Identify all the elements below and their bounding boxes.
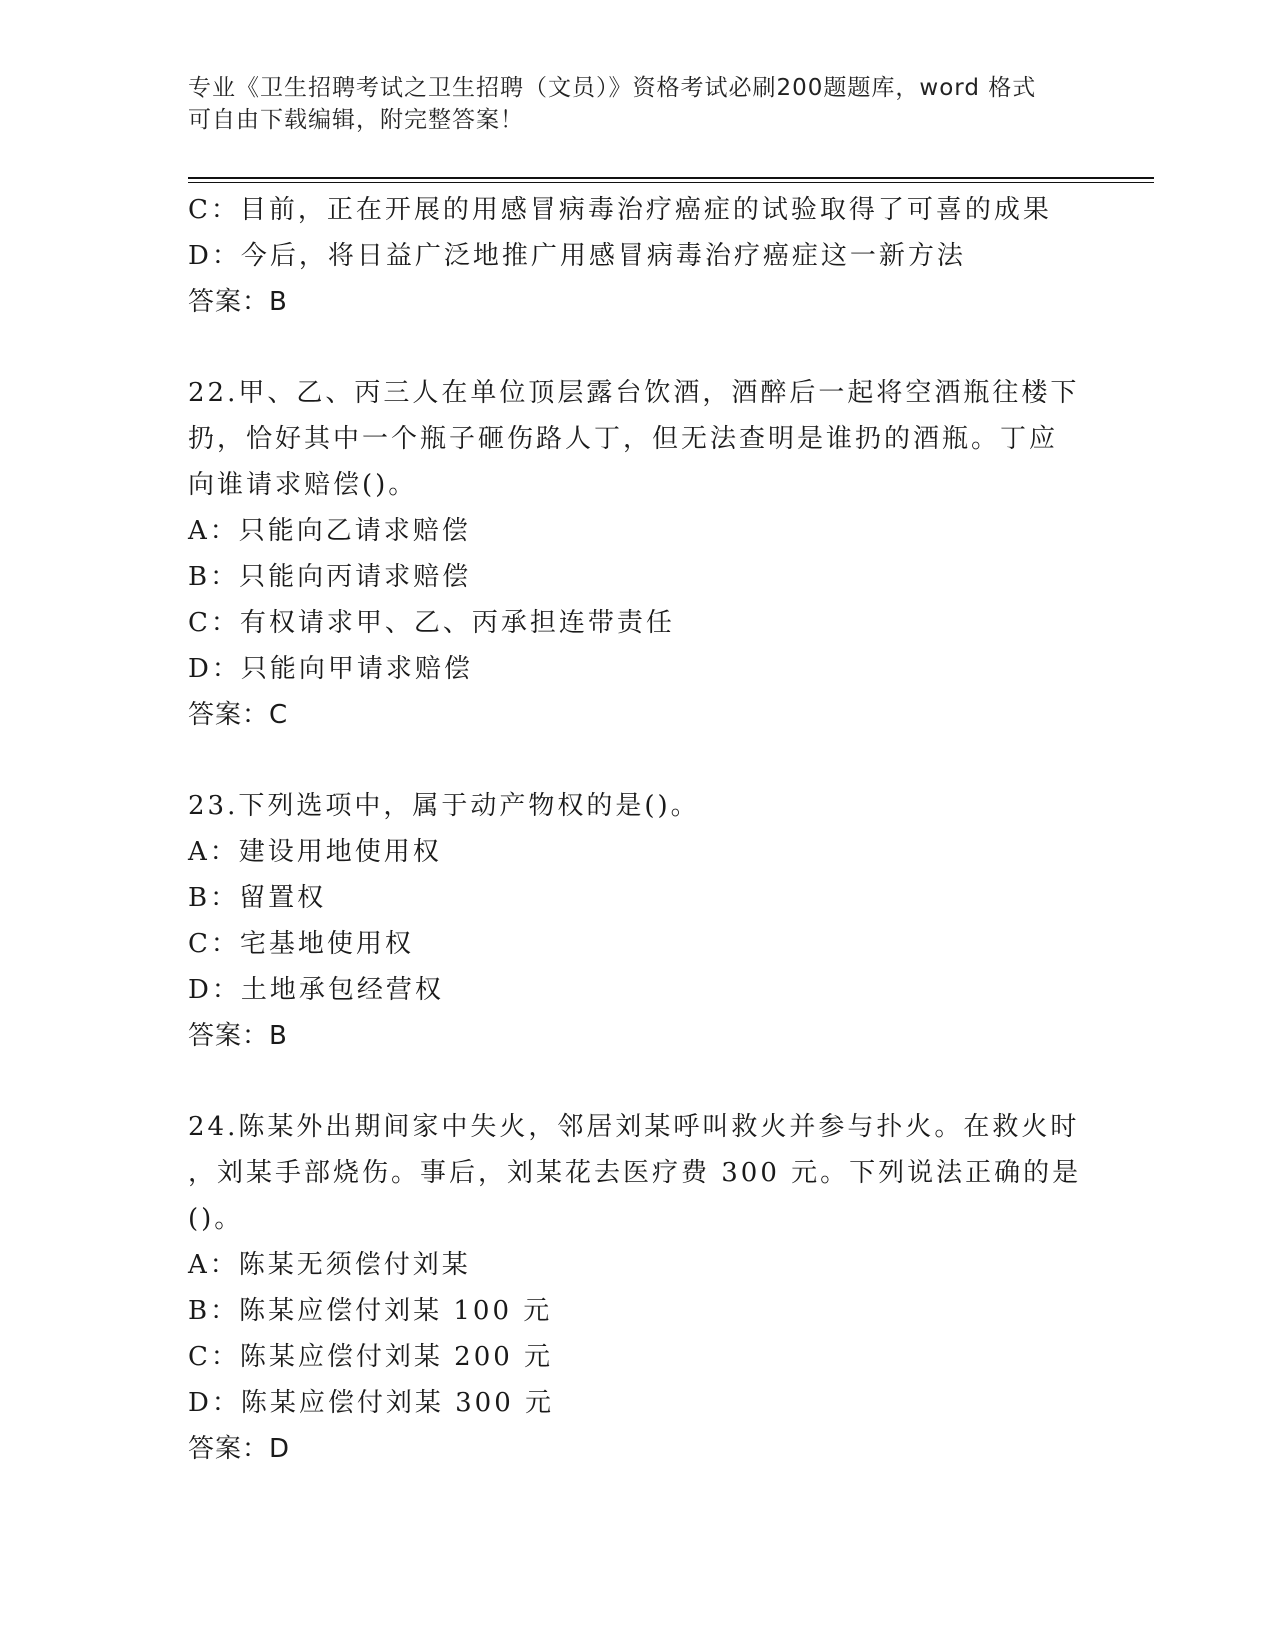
question-stem-line: 22.甲、乙、丙三人在单位顶层露台饮酒，酒醉后一起将空酒瓶往楼下 <box>188 378 1080 408</box>
option-b: B：留置权 <box>188 883 327 913</box>
question-block-previous <box>188 187 1068 325</box>
question-stem-line: 23.下列选项中，属于动产物权的是()。 <box>188 791 700 821</box>
question-block-23 <box>188 783 1068 1059</box>
answer-line: 答案：D <box>188 1434 291 1464</box>
question-stem-line: ，刘某手部烧伤。事后，刘某花去医疗费 300 元。下列说法正确的是 <box>188 1158 1082 1188</box>
option-c: C：陈某应偿付刘某 200 元 <box>188 1342 554 1372</box>
document-header <box>188 72 1078 136</box>
question-stem-line: 扔，恰好其中一个瓶子砸伤路人丁，但无法查明是谁扔的酒瓶。丁应 <box>188 424 1059 454</box>
question-list <box>188 187 1082 1472</box>
question-block-22 <box>188 370 1080 738</box>
option-b: B：陈某应偿付刘某 100 元 <box>188 1296 553 1326</box>
option-c: C：目前，正在开展的用感冒病毒治疗癌症的试验取得了可喜的成果 <box>188 195 1052 225</box>
option-c: C：有权请求甲、乙、丙承担连带责任 <box>188 608 675 638</box>
option-d: D：土地承包经营权 <box>188 975 444 1005</box>
option-c: C：宅基地使用权 <box>188 929 414 959</box>
header-divider-top <box>188 177 1154 179</box>
header-line-1: 专业《卫生招聘考试之卫生招聘（文员）》资格考试必刷200题题库，word 格式 <box>188 75 1037 101</box>
answer-line: 答案：C <box>188 700 289 730</box>
question-stem-line: 24.陈某外出期间家中失火，邻居刘某呼叫救火并参与扑火。在救火时 <box>188 1112 1080 1142</box>
question-stem-line: 向谁请求赔偿()。 <box>188 470 418 500</box>
option-b: B：只能向丙请求赔偿 <box>188 562 472 592</box>
option-d: D：陈某应偿付刘某 300 元 <box>188 1388 555 1418</box>
option-d: D：今后，将日益广泛地推广用感冒病毒治疗癌症这一新方法 <box>188 241 966 271</box>
option-d: D：只能向甲请求赔偿 <box>188 654 473 684</box>
option-a: A：陈某无须偿付刘某 <box>188 1250 471 1280</box>
option-a: A：建设用地使用权 <box>188 837 442 867</box>
option-a: A：只能向乙请求赔偿 <box>188 516 471 546</box>
header-line-2: 可自由下载编辑，附完整答案！ <box>188 107 524 133</box>
header-divider-bottom <box>188 182 1154 183</box>
answer-line: 答案：B <box>188 1021 288 1051</box>
question-stem-line: ()。 <box>188 1204 244 1234</box>
answer-line: 答案：B <box>188 287 288 317</box>
question-block-24 <box>188 1104 1082 1472</box>
